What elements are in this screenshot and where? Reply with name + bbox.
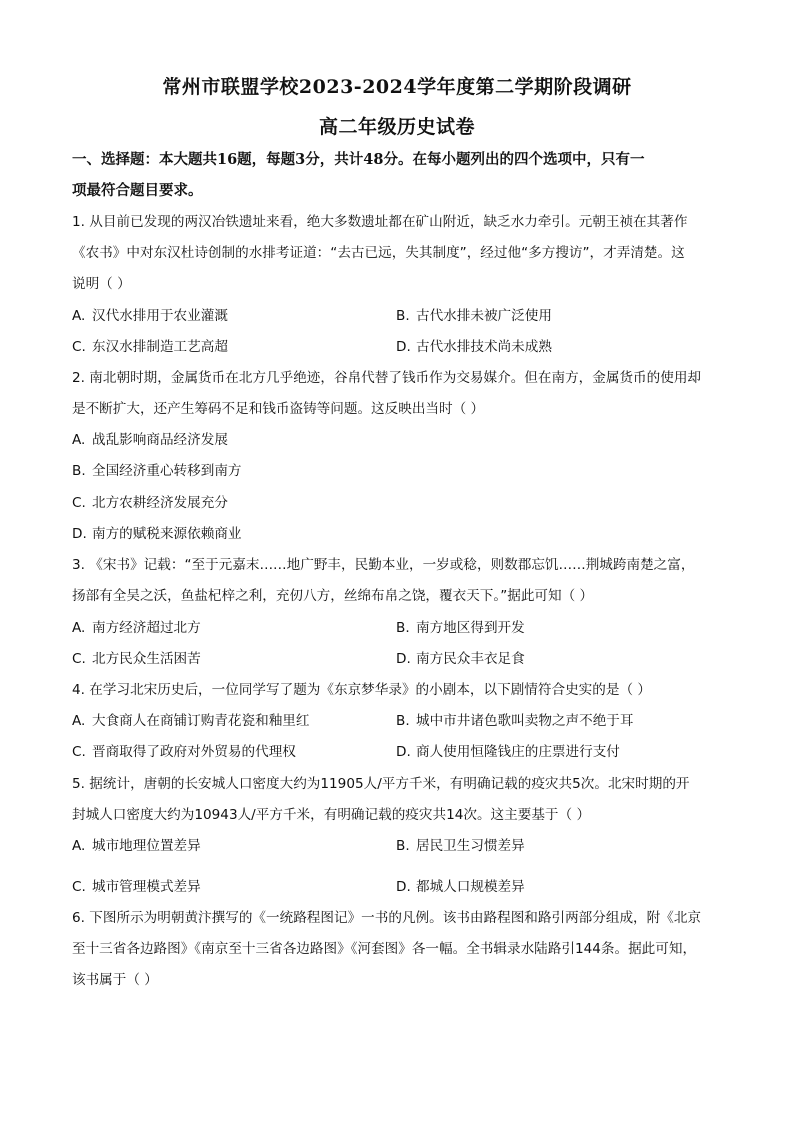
option-key: B. <box>72 463 86 479</box>
question-1-option-c[interactable] <box>72 337 228 357</box>
option-text: 北方农耕经济发展充分 <box>92 495 228 511</box>
option-key: A. <box>72 432 86 448</box>
option-key: A. <box>72 838 86 854</box>
question-2-option-b[interactable] <box>72 461 242 481</box>
option-text: 城市管理模式差异 <box>92 879 201 895</box>
question-6-stem-line: 该书属于（ ） <box>72 972 158 988</box>
question-1-option-a[interactable] <box>72 306 228 326</box>
page-title: 常州市联盟学校2023-2024学年度第二学期阶段调研 <box>162 76 632 98</box>
question-3-stem-line: 3. 《宋书》记载：“至于元嘉末……地广野丰，民勤本业，一岁或稔，则数郡忘饥……荆城跨南楚之富， <box>72 557 695 573</box>
option-text: 南方经济超过北方 <box>92 620 201 636</box>
option-text: 北方民众生活困苦 <box>92 651 201 667</box>
question-6-stem-line: 6. 下图所示为明朝黄汴撰写的《一统路程图记》一书的凡例。该书由路程图和路引两部分组成，附《北京 <box>72 910 702 926</box>
question-3-stem-line: 扬部有全吴之沃，鱼盐杞梓之利，充仞八方，丝绵布帛之饶，覆衣天下。”据此可知（ ） <box>72 588 594 604</box>
option-text: 大食商人在商铺订购青花瓷和釉里红 <box>92 713 310 729</box>
option-key: D. <box>396 744 411 760</box>
option-text: 晋商取得了政府对外贸易的代理权 <box>92 744 296 760</box>
option-key: B. <box>396 308 410 324</box>
option-text: 南方地区得到开发 <box>416 620 525 636</box>
question-3-option-d[interactable] <box>396 649 525 669</box>
option-text: 古代水排未被广泛使用 <box>416 308 552 324</box>
question-4-option-c[interactable] <box>72 742 296 762</box>
question-2-option-d[interactable] <box>72 524 242 544</box>
question-2-option-a[interactable] <box>72 430 228 450</box>
option-key: B. <box>396 620 410 636</box>
question-5-option-b[interactable] <box>396 836 525 856</box>
question-5-option-a[interactable] <box>72 836 201 856</box>
question-4-option-a[interactable] <box>72 711 310 731</box>
question-4-option-b[interactable] <box>396 711 634 731</box>
option-text: 古代水排技术尚未成熟 <box>416 339 552 355</box>
option-text: 全国经济重心转移到南方 <box>92 463 242 479</box>
option-key: D. <box>396 339 411 355</box>
option-text: 城中市井诸色歌叫卖物之声不绝于耳 <box>416 713 634 729</box>
page-subtitle: 高二年级历史试卷 <box>318 116 475 138</box>
option-key: D. <box>396 879 411 895</box>
option-key: C. <box>72 651 86 667</box>
option-key: B. <box>396 713 410 729</box>
option-text: 商人使用恒隆钱庄的庄票进行支付 <box>416 744 620 760</box>
question-1-stem-line: 《农书》中对东汉杜诗创制的水排考证道：“去古已远，失其制度”，经过他“多方搜访”，才弄清楚。这 <box>72 245 685 261</box>
question-3-option-b[interactable] <box>396 618 525 638</box>
option-text: 战乱影响商品经济发展 <box>92 432 228 448</box>
question-2-option-c[interactable] <box>72 493 228 513</box>
option-key: B. <box>396 838 410 854</box>
question-5-stem-line: 封城人口密度大约为10943人/平方千米，有明确记载的疫灾共14次。这主要基于（ ） <box>72 807 591 823</box>
option-key: D. <box>396 651 411 667</box>
option-key: A. <box>72 620 86 636</box>
option-key: C. <box>72 495 86 511</box>
option-text: 居民卫生习惯差异 <box>416 838 525 854</box>
question-4-stem-line: 4. 在学习北宋历史后，一位同学写了题为《东京梦华录》的小剧本，以下剧情符合史实的是（ ） <box>72 682 651 698</box>
question-5-option-d[interactable] <box>396 877 525 897</box>
option-key: C. <box>72 339 86 355</box>
question-2-stem-line: 2. 南北朝时期，金属货币在北方几乎绝迹，谷帛代替了钱币作为交易媒介。但在南方，金属货币的使用却 <box>72 370 702 386</box>
option-text: 南方民众丰衣足食 <box>416 651 525 667</box>
section-heading-line: 项最符合题目要求。 <box>72 182 203 199</box>
question-1-stem-line: 1. 从目前已发现的两汉冶铁遗址来看，绝大多数遗址都在矿山附近，缺乏水力牵引。元朝王祯在其著作 <box>72 214 688 230</box>
question-1-stem-line: 说明（ ） <box>72 276 131 292</box>
question-2-stem-line: 是不断扩大，还产生筹码不足和钱币盗铸等问题。这反映出当时（ ） <box>72 401 485 417</box>
question-4-option-d[interactable] <box>396 742 620 762</box>
option-text: 城市地理位置差异 <box>92 838 201 854</box>
question-6-stem-line: 至十三省各边路图》《南京至十三省各边路图》《河套图》各一幅。全书辑录水陆路引144条。据此可知， <box>72 941 697 957</box>
option-key: C. <box>72 744 86 760</box>
option-text: 东汉水排制造工艺高超 <box>92 339 228 355</box>
section-heading-line: 一、选择题：本大题共16题，每题3分，共计48分。在每小题列出的四个选项中，只有一 <box>72 151 645 168</box>
question-1-option-d[interactable] <box>396 337 552 357</box>
option-text: 汉代水排用于农业灌溉 <box>92 308 228 324</box>
section-heading <box>72 144 726 206</box>
question-5-option-c[interactable] <box>72 877 201 897</box>
option-key: D. <box>72 526 87 542</box>
option-key: A. <box>72 713 86 729</box>
option-key: A. <box>72 308 86 324</box>
option-text: 都城人口规模差异 <box>416 879 525 895</box>
question-3-option-a[interactable] <box>72 618 201 638</box>
question-5-stem-line: 5. 据统计，唐朝的长安城人口密度大约为11905人/平方千米，有明确记载的疫灾共5次。北宋时期的开 <box>72 776 690 792</box>
option-text: 南方的赋税来源依赖商业 <box>92 526 242 542</box>
question-3-option-c[interactable] <box>72 649 201 669</box>
option-key: C. <box>72 879 86 895</box>
question-1-option-b[interactable] <box>396 306 552 326</box>
